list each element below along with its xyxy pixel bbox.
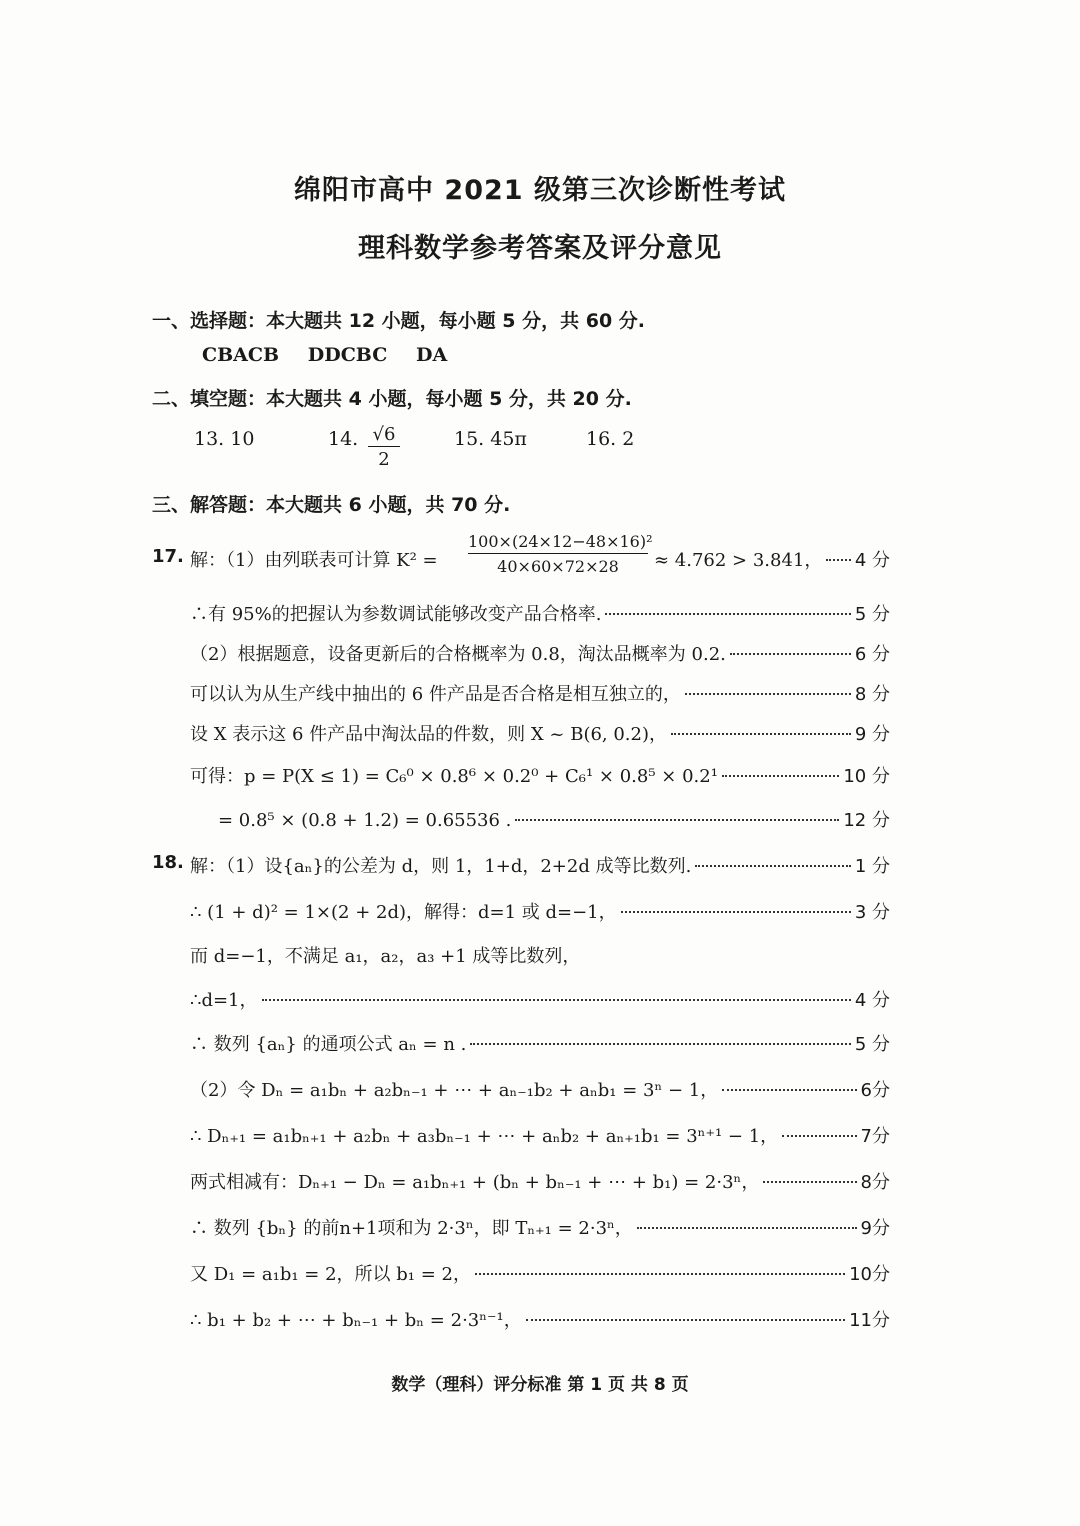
q18-line xyxy=(190,1076,890,1102)
fraction-numerator: √6 xyxy=(368,424,400,447)
q18-line xyxy=(190,1214,890,1240)
score-points: 4 分 xyxy=(854,550,890,571)
score-points: 6分 xyxy=(860,1080,890,1101)
fill-answer-13: 13. 10 xyxy=(194,428,255,450)
line-text: ∴ 数列 {aₙ} 的通项公式 aₙ = n . xyxy=(190,1034,467,1055)
leader-dots xyxy=(763,1181,856,1183)
page-subtitle: 理科数学参考答案及评分意见 xyxy=(358,233,722,264)
line-text: 设 X 表示这 6 件产品中淘汰品的件数，则 X ~ B(6, 0.2)， xyxy=(190,724,668,745)
score-points: 4 分 xyxy=(854,990,890,1011)
leader-dots xyxy=(730,653,851,655)
leader-dots xyxy=(637,1227,857,1229)
fraction-denominator: 2 xyxy=(378,449,390,470)
q17-line xyxy=(218,806,890,832)
line-text: ∴ b₁ + b₂ + ⋯ + bₙ₋₁ + bₙ = 2·3ⁿ⁻¹， xyxy=(190,1310,522,1331)
line-text: 可以认为从生产线中抽出的 6 件产品是否合格是相互独立的， xyxy=(190,684,681,705)
question-17-result-line xyxy=(654,546,890,572)
q18-line xyxy=(190,1260,890,1286)
q17-line xyxy=(190,720,890,746)
leader-dots xyxy=(515,819,839,821)
line-text: 可得：p = P(X ≤ 1) = C₆⁰ × 0.8⁶ × 0.2⁰ + C₆¹ × 0.8⁵ × 0.2¹ xyxy=(190,766,718,787)
line-text: （2）令 Dₙ = a₁bₙ + a₂bₙ₋₁ + ⋯ + aₙ₋₁b₂ + aₙb₁ = 3ⁿ − 1， xyxy=(190,1080,719,1101)
k2-denominator: 40×60×72×28 xyxy=(497,557,619,576)
score-points: 6 分 xyxy=(854,644,890,665)
score-points: 5 分 xyxy=(854,1034,890,1055)
question-18-number: 18. xyxy=(152,852,184,873)
section3-heading: 三、解答题：本大题共 6 小题，共 70 分. xyxy=(152,494,511,516)
score-points: 11分 xyxy=(849,1310,890,1331)
leader-dots xyxy=(526,1319,845,1321)
leader-dots xyxy=(262,999,851,1001)
score-points: 5 分 xyxy=(854,604,890,625)
leader-dots xyxy=(671,733,851,735)
q18-line xyxy=(190,898,890,924)
score-points: 9分 xyxy=(860,1218,890,1239)
score-points: 10分 xyxy=(849,1264,890,1285)
leader-dots xyxy=(722,1089,856,1091)
line-text: 又 D₁ = a₁b₁ = 2，所以 b₁ = 2， xyxy=(190,1264,471,1285)
q18-line xyxy=(190,1122,890,1148)
leader-dots xyxy=(605,613,850,615)
choice-answers-group-3: DA xyxy=(415,344,448,366)
line-text: = 0.8⁵ × (0.8 + 1.2) = 0.65536 . xyxy=(218,810,512,831)
leader-dots xyxy=(475,1273,845,1275)
score-points: 7分 xyxy=(860,1126,890,1147)
score-points: 3 分 xyxy=(854,902,890,923)
k2-result: ≈ 4.762 > 3.841， xyxy=(654,550,823,571)
line-text: ∴ 数列 {bₙ} 的前n+1项和为 2·3ⁿ，即 Tₙ₊₁ = 2·3ⁿ， xyxy=(190,1218,633,1239)
choice-answers xyxy=(202,344,469,366)
q18-line xyxy=(190,1306,890,1332)
q18-line xyxy=(190,986,890,1012)
line-text: ∴ (1 + d)² = 1×(2 + 2d)，解得：d=1 或 d=−1， xyxy=(190,902,617,923)
line-text: ∴有 95%的把握认为参数调试能够改变产品合格率. xyxy=(190,604,602,625)
q18-line xyxy=(190,1168,890,1194)
leader-dots xyxy=(621,911,851,913)
leader-dots xyxy=(782,1135,856,1137)
q18-line xyxy=(190,1030,890,1056)
fill-answer-15: 15. 45π xyxy=(454,428,527,450)
score-points: 12 分 xyxy=(843,810,890,831)
leader-dots xyxy=(826,559,850,561)
score-points: 10 分 xyxy=(843,766,890,787)
fill-answer-14-label: 14. xyxy=(328,428,359,450)
score-points: 1 分 xyxy=(854,856,890,877)
line-text: ∴ Dₙ₊₁ = a₁bₙ₊₁ + a₂bₙ + a₃bₙ₋₁ + ⋯ + aₙb₂ + aₙ₊₁b₁ = 3ⁿ⁺¹ − 1， xyxy=(190,1126,779,1147)
choice-answers-group-2: DDCBC xyxy=(307,344,388,366)
leader-dots xyxy=(695,865,851,867)
q18-line-text: 而 d=−1，不满足 a₁，a₂，a₃ +1 成等比数列， xyxy=(190,946,581,967)
fill-answer-16: 16. 2 xyxy=(586,428,635,450)
line-text: 解：（1）设{aₙ}的公差为 d，则 1，1+d，2+2d 成等比数列. xyxy=(190,856,692,877)
leader-dots xyxy=(722,775,839,777)
line-text: 两式相减有：Dₙ₊₁ − Dₙ = a₁bₙ₊₁ + (bₙ + bₙ₋₁ + ⋯ + b₁) = 2·3ⁿ， xyxy=(190,1172,760,1193)
question-17-number: 17. xyxy=(152,546,184,567)
q18-line xyxy=(190,852,890,878)
score-points: 8 分 xyxy=(854,684,890,705)
section2-heading: 二、填空题：本大题共 4 小题，每小题 5 分，共 20 分. xyxy=(152,388,632,410)
leader-dots xyxy=(685,693,851,695)
choice-answers-group-1: CBACB xyxy=(202,344,280,366)
page-title: 绵阳市高中 2021 级第三次诊断性考试 xyxy=(294,175,786,206)
q17-line xyxy=(190,600,890,626)
question-17-intro: 解：（1）由列联表可计算 K² = xyxy=(190,550,438,571)
section1-heading: 一、选择题：本大题共 12 小题，每小题 5 分，共 60 分. xyxy=(152,310,646,332)
line-text: （2）根据题意，设备更新后的合格概率为 0.8，淘汰品概率为 0.2. xyxy=(190,644,726,665)
leader-dots xyxy=(470,1043,850,1045)
k2-numerator: 100×(24×12−48×16)² xyxy=(468,532,648,554)
score-points: 9 分 xyxy=(854,724,890,745)
page-footer: 数学（理科）评分标准 第 1 页 共 8 页 xyxy=(391,1375,689,1395)
fill-answer-14-fraction xyxy=(368,424,400,470)
score-points: 8分 xyxy=(860,1172,890,1193)
k2-formula-fraction xyxy=(468,532,653,576)
line-text: ∴d=1， xyxy=(190,990,258,1011)
q17-line xyxy=(190,762,890,788)
q17-line xyxy=(190,680,890,706)
q17-line xyxy=(190,640,890,666)
